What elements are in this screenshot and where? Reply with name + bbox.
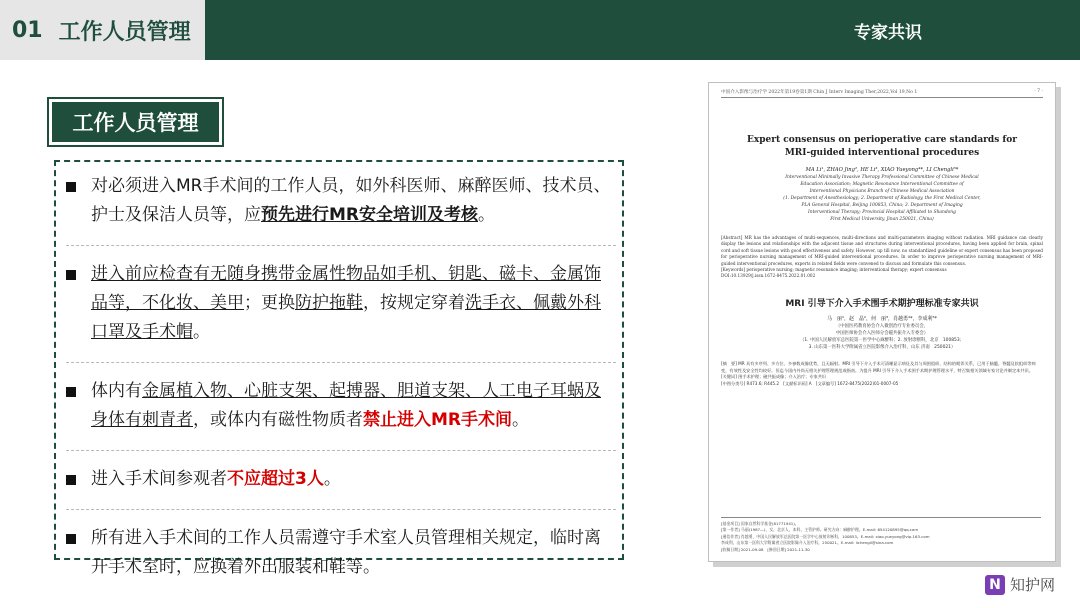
- footnote-line: [第一作者] 马丽(1987—)，女，北京人，本科，主管护师。研究方向：麻醉护理。E-mail: 654120895@qq.com: [721, 527, 919, 533]
- paper-english-title: [721, 134, 1043, 160]
- paper-footnotes: [721, 517, 1041, 553]
- paper-chinese-affiliations: [721, 323, 1043, 351]
- section-title: 工作人员管理: [52, 102, 219, 142]
- footnote-line: [收稿日期] 2021-09-08 [修回日期] 2021-11-30: [721, 546, 810, 552]
- bullet-text-segment: 。: [478, 205, 496, 225]
- bullet-item: [66, 524, 616, 582]
- affiliation-line: (1. Department of Anesthesiology; 2. Department of Radiology, the First Medical Center,: [783, 196, 981, 201]
- header-title-block: [0, 0, 205, 60]
- bullet-separator: [66, 347, 616, 363]
- keywords-text: [Keywords] perioperative nursing; magnetic resonance imaging; interventional therapy; expert consensus: [721, 267, 947, 273]
- paper-header-right: · 7 ·: [1034, 89, 1043, 94]
- bullet-text-segment: 进入手术间参观者: [91, 469, 227, 489]
- cn-class-text: [中图分类号] R473.6; R445.2 [文献标识码] A [文章编号] 1672-8475(2022)01-0007-05: [721, 381, 899, 387]
- paper-thumbnail: [708, 82, 1056, 562]
- bullet-item: [66, 465, 616, 494]
- bullet-item: [66, 260, 616, 347]
- affiliation-line: First Medical University, Jinan 250021, China): [830, 217, 934, 222]
- affiliation-line: 中国医师协会介入医师分会磁共振介入专委会）: [835, 330, 929, 336]
- brand-watermark: [985, 574, 1055, 595]
- bullet-text-segment: 体内有: [91, 381, 142, 401]
- paper-english-authors: MA Li¹, ZHAO Jing², HE Li³, XIAO Yueyong⁴*, LI Chengli⁵*: [805, 167, 959, 173]
- affiliation-line: Interventional Therapy; Provincial Hospital Affiliated to Shandong: [808, 210, 956, 215]
- bullet-separator: [66, 494, 616, 510]
- bullet-text-segment: 洗手衣、佩戴外科口罩及手术帽: [91, 293, 601, 342]
- affiliation-line: Education Association; Magnetic Resonance Interventional Committee of: [800, 182, 964, 187]
- square-bullet-icon: [66, 475, 76, 485]
- bullet-text-segment: 。: [193, 322, 210, 342]
- cn-keywords-text: [关键词] 围手术护理；磁共振成像；介入治疗；专家共识: [721, 374, 827, 380]
- square-bullet-icon: [66, 534, 76, 544]
- bullet-separator: [66, 435, 616, 451]
- brand-logo-icon: N: [985, 575, 1005, 595]
- footnote-line: [通信作者] 肖越勇，中国人民解放军总医院第一医学中心放射诊断科，100853。E-mail: xiao.yueyong@vip.163.com: [721, 533, 930, 539]
- bullet-separator: [66, 230, 616, 246]
- abstract-text: [Abstract] MR has the advantages of multi-sequences, multi-directions and multi-parameters imaging without radiation. MRI guidance can clearly display the lesions and relationships with the adjacent tissue and structures during interventional procedures, having been applied for brain, spinal cord and soft tissue lesions with good effectiveness and safety. However, up till now, no standardized guideline or expert consensus has been proposed for perioperative nursing management of MRI-guided interventional procedures. In order to improve perioperative nursing management of MRI-guided interventional procedures, experts in related fields were convened to discuss and formulate this consensus.: [721, 235, 1043, 266]
- bullet-text-segment: ；更换: [244, 293, 295, 313]
- footnote-line: [基金项目] 国家自然科学基金(81771941)。: [721, 520, 799, 526]
- doi-text: DOI:10.13929/j.issn.1672-8475.2022.01.002: [721, 273, 816, 279]
- bullet-text-segment: 。: [512, 410, 530, 430]
- square-bullet-icon: [66, 182, 76, 192]
- affiliation-line: 3. 山东第一医科大学附属省立医院影像介入治疗科，山东 济南 250021）: [808, 344, 956, 350]
- bullet-list: [66, 172, 616, 582]
- affiliation-line: Interventional Physicians Branch of Chinese Medical Association: [809, 189, 955, 194]
- paper-english-title-line: MRI-guided interventional procedures: [784, 148, 980, 158]
- bullet-text-segment: 进入前应检查有无随身携带金属性物品如手机、钥匙、磁卡、金属饰品等，不化妆、美甲: [91, 264, 601, 313]
- bullet-text-segment: ，按规定穿着: [363, 293, 465, 313]
- paper-header: [721, 89, 1043, 98]
- section-number: 01: [12, 17, 43, 43]
- square-bullet-icon: [66, 270, 76, 280]
- bullet-text-segment: 预先进行MR安全培训及考核: [261, 205, 479, 225]
- paper-english-title-line: Expert consensus on perioperative care standards for: [746, 135, 1018, 145]
- bullet-item: [66, 172, 616, 230]
- bullet-text-segment: 所有进入手术间的工作人员需遵守手术室人员管理相关规定，临时离开手术室时，应换着外出服装和鞋等。: [91, 528, 601, 577]
- paper-header-left: 中国介入影像与治疗学 2022年第19卷第1期 Chin J Interv Imaging Ther,2022,Vol 19,No 1: [721, 90, 918, 95]
- brand-name: 知护网: [1010, 576, 1056, 594]
- bullet-item: [66, 377, 616, 435]
- paper-english-affiliations: [721, 174, 1043, 223]
- header-title: 工作人员管理: [58, 19, 191, 45]
- affiliation-line: （1. 中国人民解放军总医院第一医学中心麻醉科；2. 放射诊断科，北京 100853；: [799, 337, 965, 343]
- paper-chinese-abstract: [721, 361, 1043, 388]
- section-title-box: [47, 97, 224, 147]
- paper-english-abstract: [721, 235, 1043, 280]
- bullet-text-segment: 禁止进入MR手术间: [363, 410, 513, 430]
- bullet-text-segment: ，或体内有磁性物质者: [193, 410, 363, 430]
- paper-chinese-authors: 马 丽¹，赵 晶²，何 丽³，肖越勇⁴*，李成利⁵*: [826, 315, 938, 322]
- header-right-label: 专家共识: [854, 23, 922, 43]
- cn-abstract-text: [摘 要] MR 具有多序列、多方位、多参数成像优势，且无辐射。MRI 引导下介入手术可清晰显示病灶及其与周围组织、结构的毗邻关系，已用于脑髓、脊髓及软组织等病变，有效性及安全性均较好。但迄今国内外尚无相关护理管理规范或指南。为提升 MRI 引导下介入手术围手术期护理管理水平，特召集相关领域专家讨论并制定本共识。: [721, 360, 1036, 373]
- square-bullet-icon: [66, 387, 76, 397]
- top-bar: [0, 0, 1080, 60]
- paper-chinese-title: MRI 引导下介入手术围手术期护理标准专家共识: [785, 298, 979, 309]
- bullet-text-segment: 防护拖鞋: [295, 293, 363, 313]
- affiliation-line: Interventional Minimally Invasive Therapy Professional Committee of Chinese Medical: [785, 175, 979, 180]
- bullet-text-segment: 不应超过3人: [227, 469, 324, 489]
- affiliation-line: PLA General Hospital, Beijing 100853, China; 3. Department of Imaging: [801, 203, 963, 208]
- bullet-text-segment: 对必须进入MR手术间的工作人员，如外科医师、麻醉医师、技术员、护士及保洁人员等，应: [91, 176, 611, 225]
- header-band: [205, 0, 1080, 60]
- footnote-line: 李成利，山东第一医科大学附属省立医院影像介入治疗科，250021。E-mail: lichengli@sina.com: [721, 540, 894, 546]
- bullet-text-segment: 金属植入物、心脏支架、起搏器、胆道支架、人工电子耳蜗及身体有刺青者: [91, 381, 601, 430]
- bullet-text-segment: 。: [323, 469, 341, 489]
- affiliation-line: （中国医药教育协会介入微创治疗专业委员会，: [835, 323, 929, 329]
